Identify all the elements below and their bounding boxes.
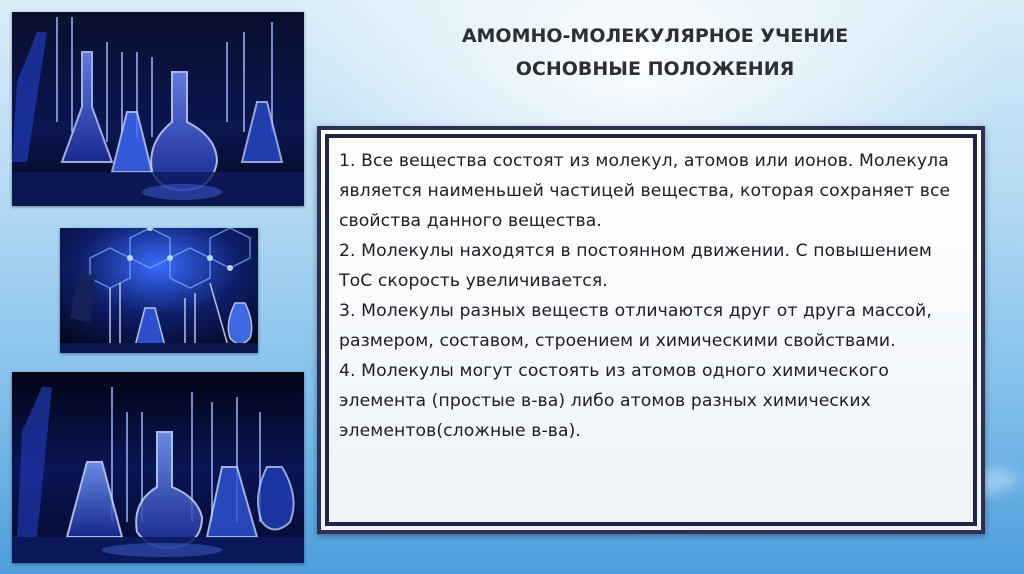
principle-item-4: 4. Молекулы могут состоять из атомов одного химического элемента (простые в-ва) либо атомов разных химических элементов(сложные в-ва).: [339, 361, 890, 441]
principle-item-1: 1. Все вещества состоят из молекул, атомов или ионов. Молекула является наименьшей частицей вещества, которая сохраняет все свойства данного вещества.: [339, 151, 951, 231]
principles-card: [317, 126, 985, 534]
lab-glassware-photo-bottom: [12, 372, 304, 563]
slide-title-line2: ОСНОВНЫЕ ПОЛОЖЕНИЯ: [515, 58, 795, 80]
principle-item-2: 2. Молекулы находятся в постоянном движении. С повышением ТоС скорость увеличивается.: [339, 241, 932, 291]
lab-glassware-photo-top: [12, 12, 304, 206]
principles-list: [339, 146, 969, 446]
slide-title-line1: АМОМНО-МОЛЕКУЛЯРНОЕ УЧЕНИЕ: [461, 25, 849, 47]
lab-glassware-photo-middle: [60, 228, 258, 353]
slide-title: [420, 20, 890, 86]
principle-item-3: 3. Молекулы разных веществ отличаются друг от друга массой, размером, составом, строением и химическими свойствами.: [339, 301, 932, 351]
